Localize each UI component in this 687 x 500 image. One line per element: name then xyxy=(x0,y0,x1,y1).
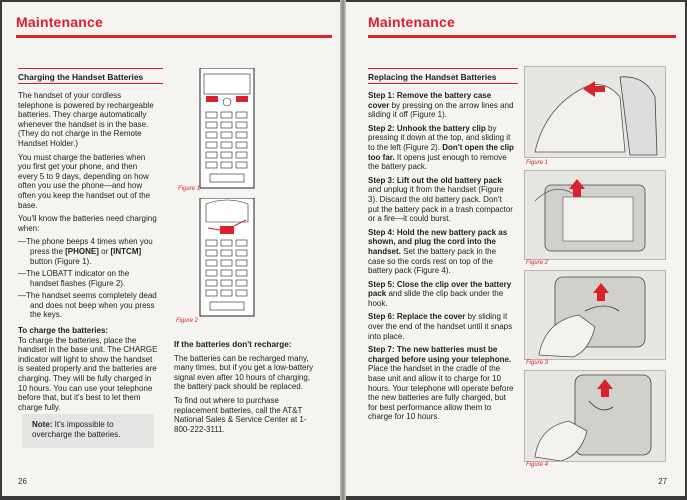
right-page-header: Maintenance xyxy=(368,14,455,30)
photo-figure-4 xyxy=(524,370,666,462)
note-label: Note: xyxy=(32,420,53,429)
right-page xyxy=(346,2,685,496)
handset-figure-1 xyxy=(174,68,280,190)
step-2: Step 2: Unhook the battery clip by pressing it down at the top, and sliding it to the left (Figure 2). Don't open the clip too far. It opens just enough to remove the battery pack. xyxy=(368,123,514,172)
photo-figure-3 xyxy=(524,270,666,360)
para-intro: The handset of your cordless telephone is powered by rechargeable batteries. They charge automatically whenever the handset is in the base. (They do not charge in the Remote Handset Holder.) xyxy=(18,91,154,148)
page-number-right: 27 xyxy=(658,477,667,486)
step-4: Step 4: Hold the new battery pack as shown, and plug the cord into the handset. Set the battery pack in the case so the cords rest on top of the battery pack (Figure 4). xyxy=(368,227,508,276)
left-column-1 xyxy=(18,91,158,416)
bullet-beeps: —The phone beeps 4 times when you press the [PHONE] or [INTCM] button (Figure 1). xyxy=(18,237,153,266)
left-column-2 xyxy=(174,340,314,438)
left-page xyxy=(2,2,340,496)
page-number-left: 26 xyxy=(18,477,27,486)
bullet-dead: —The handset seems completely dead and does not beep when you press the keys. xyxy=(18,291,157,320)
left-section-rule xyxy=(18,68,163,69)
charge-heading: To charge the batteries: xyxy=(18,326,109,336)
right-section-title: Replacing the Handset Batteries xyxy=(368,72,497,82)
handset-figure-2 xyxy=(174,198,280,318)
step-6: Step 6: Replace the cover by sliding it over the end of the handset until it snaps into place. xyxy=(368,312,513,341)
photo-figure-2 xyxy=(524,170,666,260)
right-section-rule-bottom xyxy=(368,83,518,84)
right-header-bleed xyxy=(604,14,608,29)
right-figure-2-caption: Figure 2 xyxy=(526,260,549,266)
right-figure-3-caption: Figure 3 xyxy=(526,360,549,366)
purchase-text: To find out where to purchase replacement batteries, call the AT&T National Sales & Service Center at 1-800-222-3111. xyxy=(174,395,307,434)
step-5: Step 5: Close the clip over the battery pack and slide the clip back under the hook. xyxy=(368,279,512,308)
right-section-rule xyxy=(368,68,518,69)
left-section-title: Charging the Handset Batteries xyxy=(18,72,144,82)
right-figure-4-caption: Figure 4 xyxy=(526,462,549,468)
figure-1-caption: Figure 1 xyxy=(178,186,201,192)
step-7: Step 7: The new batteries must be charged before using your telephone. Place the handset in the cradle of the base unit and allow it to charge for 10 hours. Your telephone will operate before the new batteries are fully charged, but for best performance allow them to charge for 10 hours. xyxy=(368,345,514,422)
step-3: Step 3: Lift out the old battery pack and unplug it from the handset (Figure 3). Discard the old battery pack. Don't put the battery pack in a trash compactor or a fire—it could burst. xyxy=(368,175,513,224)
note-box xyxy=(22,414,154,448)
photo-figure-1 xyxy=(524,66,666,158)
step-1: Step 1: Remove the battery case cover by pressing on the arrow lines and sliding it off (Figure 1). xyxy=(368,91,514,120)
charge-text: To charge the batteries, place the handset in the base unit. The CHARGE indicator will light to show the handset is seated properly and the batteries are charging. They will be fully charged in 10 hours. You can use your telephone before that, but it's best to let them charge fully. xyxy=(18,335,158,412)
recharge-text: The batteries can be recharged many, many times, but if you get a low-battery signal even after 10 hours of charging, the battery pack should be replaced. xyxy=(174,353,314,392)
left-header-bleed xyxy=(212,14,216,29)
bullet-lobatt: —The LOBATT indicator on the handset flashes (Figure 2). xyxy=(18,269,130,288)
right-figure-1-caption: Figure 1 xyxy=(526,160,549,166)
para-charge-schedule: You must charge the batteries when you first get your phone, and then every 5 to 9 days, depending on how often you use the phone—and how often you keep the handset out of the base. xyxy=(18,152,151,210)
recharge-heading: If the batteries don't recharge: xyxy=(174,340,292,349)
note-text: It's impossible to overcharge the batteries. xyxy=(32,420,121,439)
para-need-charging: You'll know the batteries need charging when: xyxy=(18,214,157,233)
left-section-rule-bottom xyxy=(18,83,163,84)
right-header-rule xyxy=(368,35,676,38)
left-header-rule xyxy=(16,35,332,38)
figure-2-caption: Figure 2 xyxy=(176,318,199,324)
right-steps-column xyxy=(368,91,514,426)
left-page-header: Maintenance xyxy=(16,14,103,30)
